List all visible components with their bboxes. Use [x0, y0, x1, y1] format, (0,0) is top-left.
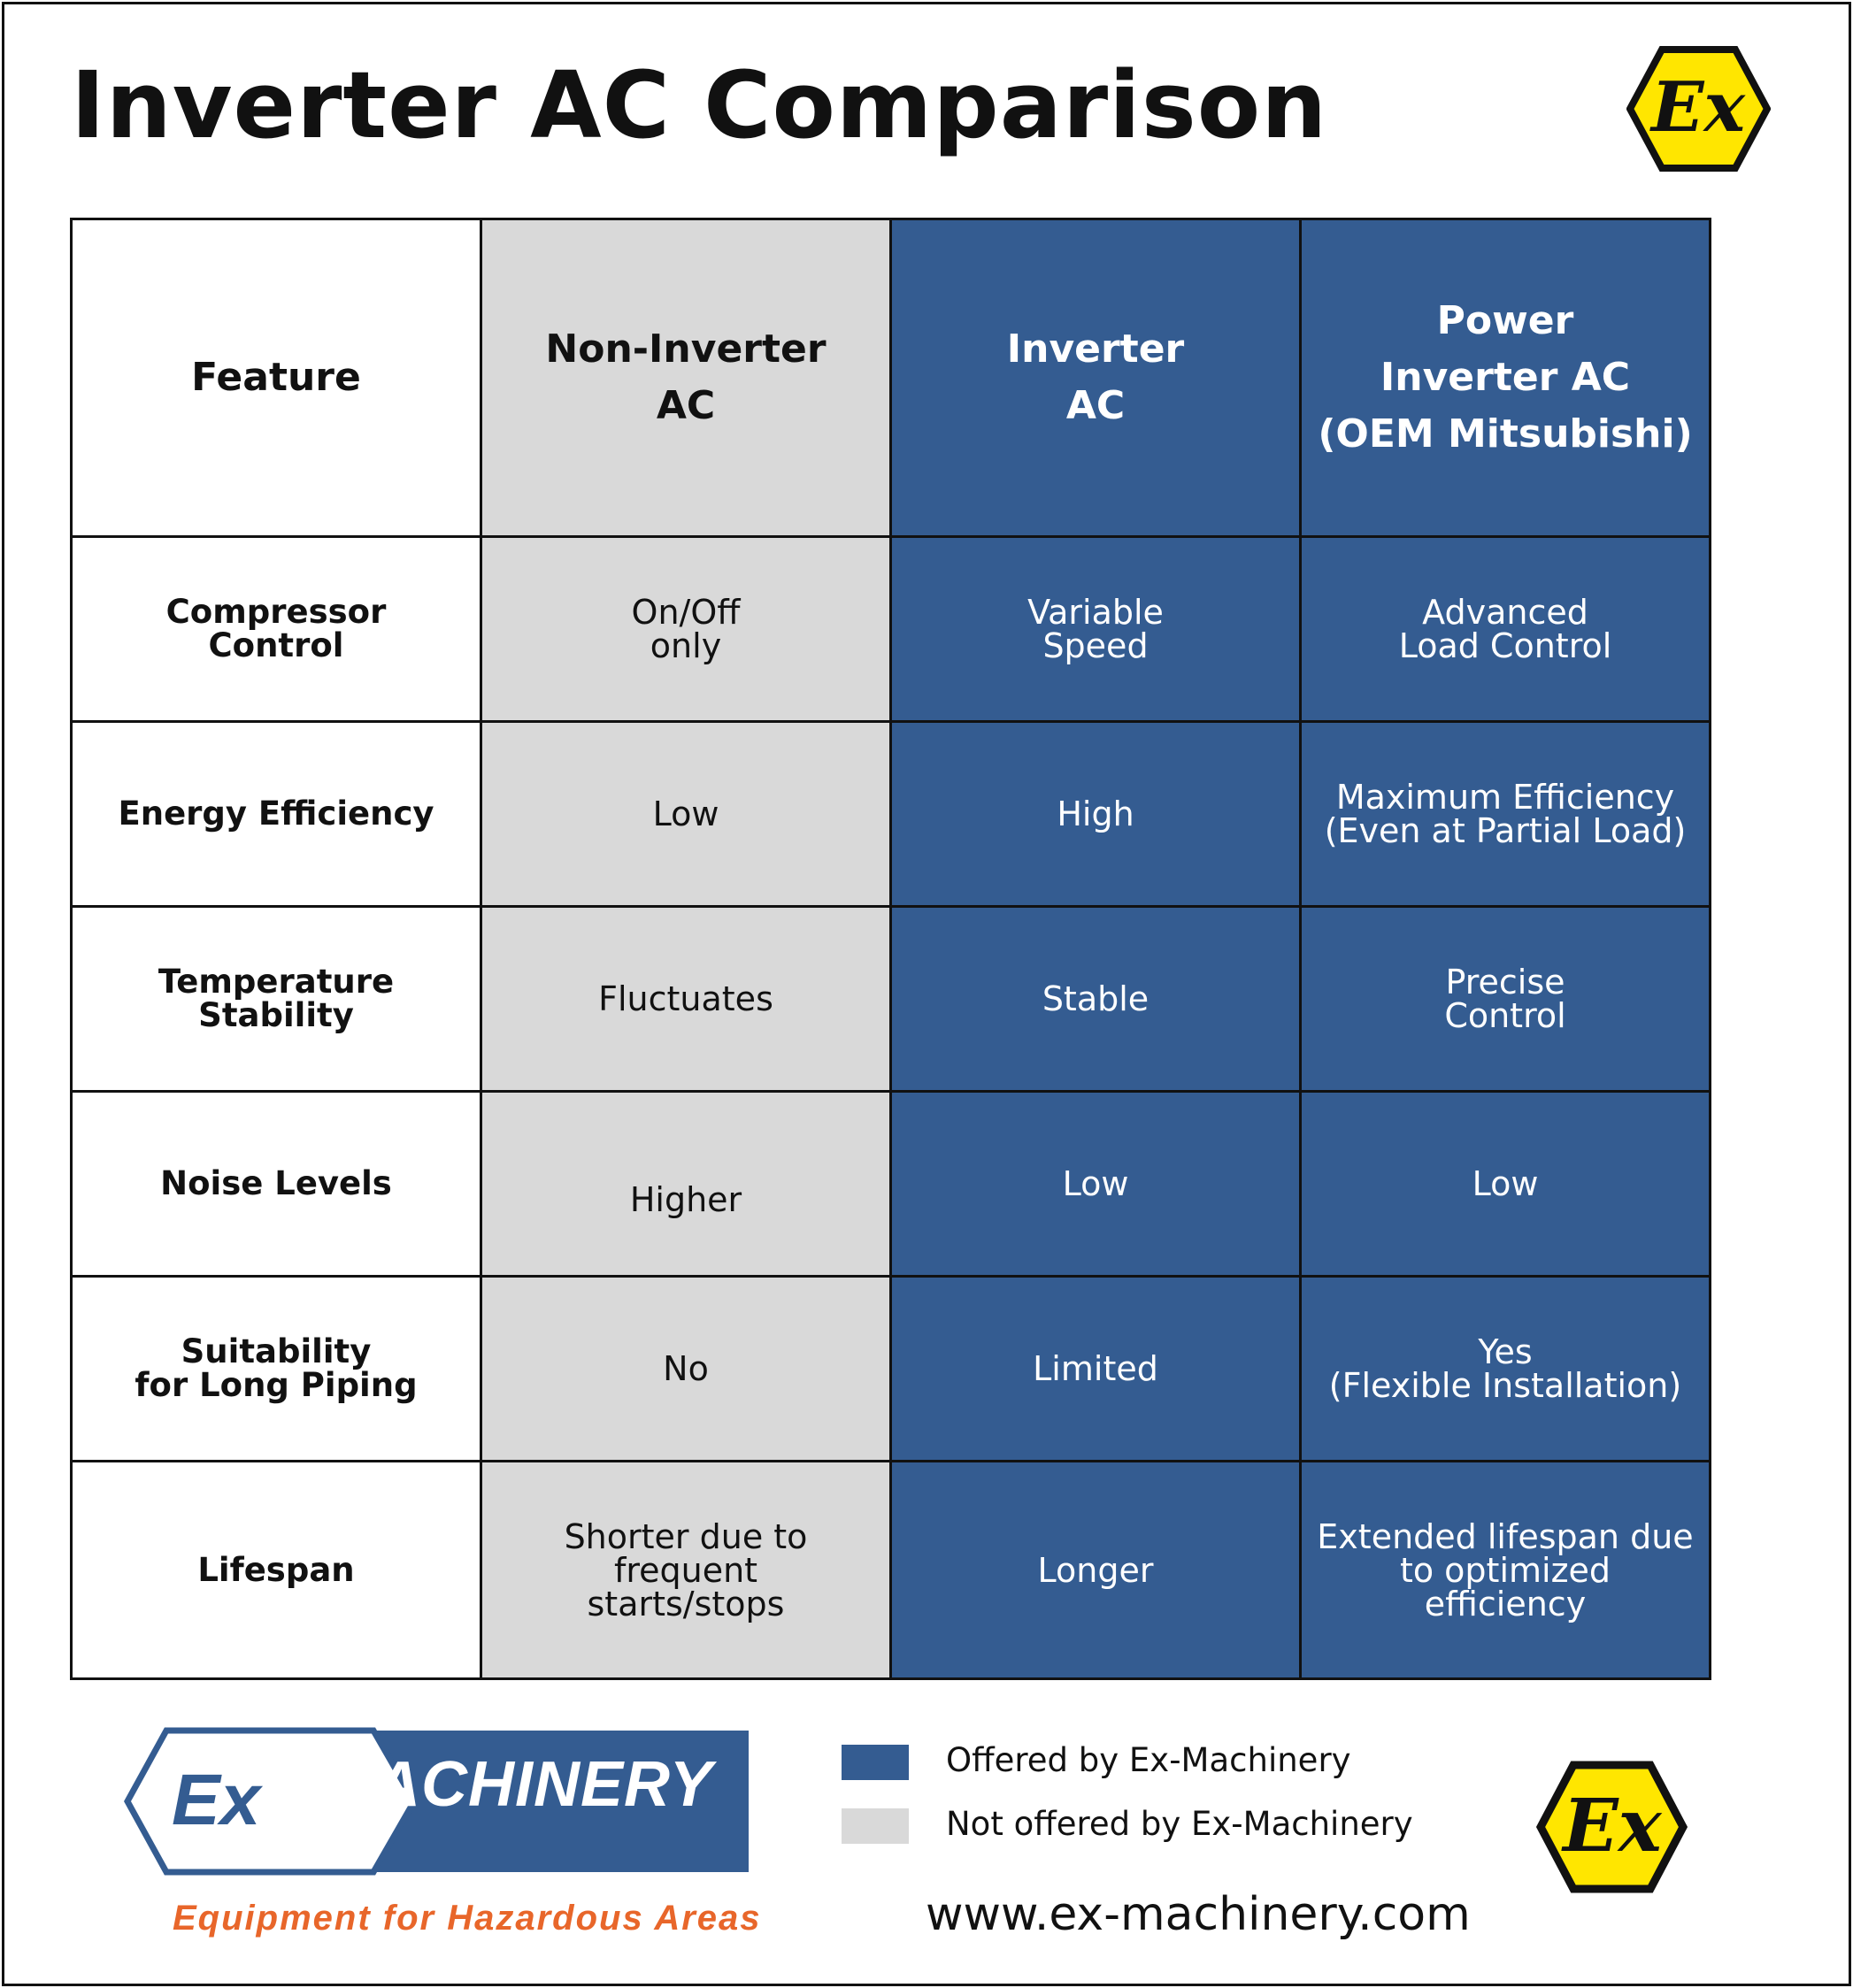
- power-inverter-cell: Low: [1301, 1092, 1711, 1277]
- table-row: [72, 722, 1711, 907]
- power-inverter-cell: Extended lifespan due to optimized efficiency: [1301, 1462, 1711, 1679]
- non-inverter-cell-text: Higher: [629, 1180, 742, 1219]
- non-inverter-cell: No: [481, 1277, 891, 1462]
- legend-label-not-offered: Not offered by Ex-Machinery: [946, 1805, 1413, 1843]
- feature-cell: Compressor Control: [72, 537, 481, 722]
- feature-cell: Temperature Stability: [72, 907, 481, 1092]
- column-header-power-inverter: Power Inverter AC (OEM Mitsubishi): [1301, 219, 1711, 537]
- table-row: [72, 1277, 1711, 1462]
- legend-label-offered: Offered by Ex-Machinery: [946, 1741, 1351, 1779]
- svg-text:Ex: Ex: [1651, 67, 1745, 148]
- feature-cell: Noise Levels: [72, 1092, 481, 1277]
- non-inverter-cell: Shorter due to frequent starts/stops: [481, 1462, 891, 1679]
- table-header-row: [72, 219, 1711, 537]
- non-inverter-cell: [481, 1092, 891, 1277]
- comparison-table: [70, 218, 1711, 1680]
- brand-tagline: Equipment for Hazardous Areas: [173, 1899, 762, 1938]
- power-inverter-cell: Advanced Load Control: [1301, 537, 1711, 722]
- table-row: [72, 1092, 1711, 1277]
- inverter-cell: Limited: [891, 1277, 1301, 1462]
- website-link[interactable]: www.ex-machinery.com: [926, 1888, 1471, 1941]
- brand-ex-text: Ex: [172, 1760, 261, 1840]
- inverter-cell: Variable Speed: [891, 537, 1301, 722]
- power-inverter-cell: Yes (Flexible Installation): [1301, 1277, 1711, 1462]
- column-header-inverter: Inverter AC: [891, 219, 1301, 537]
- page-title: Inverter AC Comparison: [71, 51, 1328, 159]
- column-header-non-inverter: Non-Inverter AC: [481, 219, 891, 537]
- non-inverter-cell: On/Off only: [481, 537, 891, 722]
- ex-hexagon-icon: [1626, 46, 1771, 172]
- ex-hexagon-icon: [1536, 1761, 1688, 1893]
- non-inverter-cell: Fluctuates: [481, 907, 891, 1092]
- svg-text:Ex: Ex: [1563, 1784, 1662, 1869]
- non-inverter-cell: Low: [481, 722, 891, 907]
- table-row: [72, 1462, 1711, 1679]
- inverter-cell: Stable: [891, 907, 1301, 1092]
- table-row: [72, 907, 1711, 1092]
- column-header-feature: Feature: [72, 219, 481, 537]
- table-row: [72, 537, 1711, 722]
- inverter-cell: High: [891, 722, 1301, 907]
- brand-name: MACHINERY: [320, 1749, 713, 1820]
- power-inverter-cell: Maximum Efficiency (Even at Partial Load): [1301, 722, 1711, 907]
- legend-swatch-not-offered: [842, 1808, 909, 1844]
- legend-swatch-offered: [842, 1745, 909, 1780]
- inverter-cell: Low: [891, 1092, 1301, 1277]
- inverter-cell: Longer: [891, 1462, 1301, 1679]
- feature-cell: Energy Efficiency: [72, 722, 481, 907]
- power-inverter-cell: Precise Control: [1301, 907, 1711, 1092]
- feature-cell: Suitability for Long Piping: [72, 1277, 481, 1462]
- feature-cell: Lifespan: [72, 1462, 481, 1679]
- ex-machinery-logo: [124, 1725, 754, 1877]
